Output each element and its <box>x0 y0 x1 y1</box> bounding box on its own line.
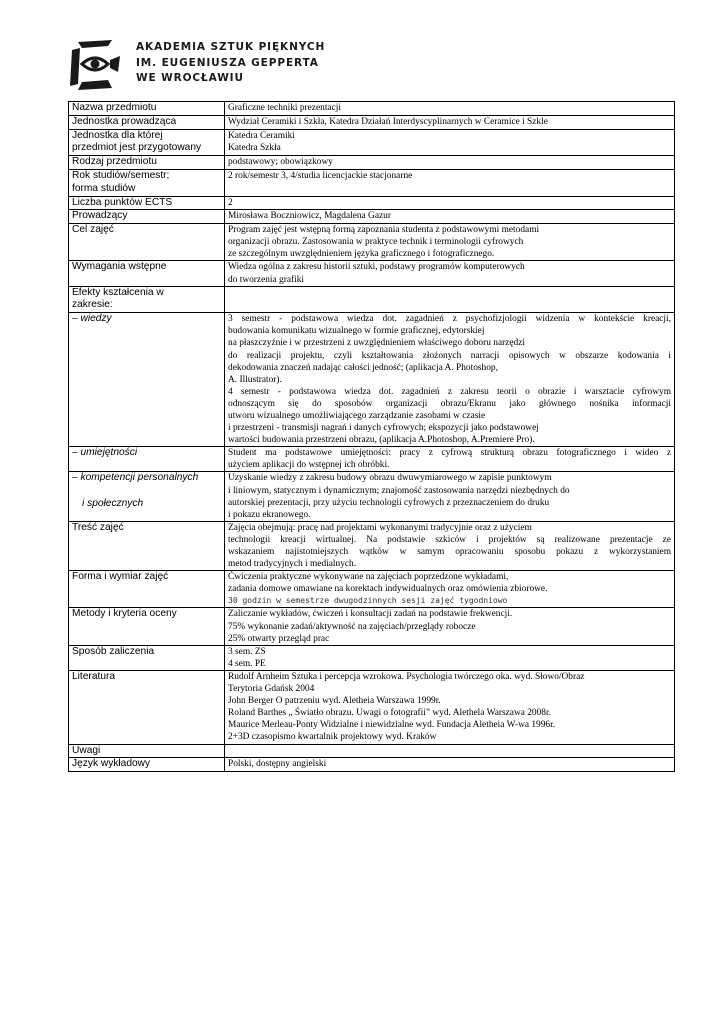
row-value-line: Ćwiczenia praktyczne wykonywane na zajęciach poprzedzone wykładami, <box>228 572 509 583</box>
row-value-line: 30 godzin w semestrze dwugodzinnych sesji zajęć tygodniowo <box>228 596 508 606</box>
row-value: Graficzne techniki prezentacji <box>225 102 675 116</box>
row-value-line: Roland Barthes „ Światło obrazu. Uwagi o fotografii” wyd. Alethela Warszawa 2008r. <box>228 708 551 719</box>
row-label: Nazwa przedmiotu <box>69 102 225 116</box>
row-label: Rodzaj przedmiotu <box>69 156 225 170</box>
row-kompetencje <box>69 472 675 521</box>
institution-name-line: IM. EUGENIUSZA GEPPERTA <box>136 56 319 69</box>
row-value-line: Katedra Szkła <box>228 142 281 153</box>
header <box>68 36 668 96</box>
institution-name-line: WE WROCŁAWIU <box>136 72 244 84</box>
row-value <box>225 115 675 129</box>
row-cel-zajec <box>69 224 675 261</box>
row-value-line: metod tradycyjnych i medialnych. <box>228 559 357 570</box>
row-value-line: 3 sem. ZS <box>228 646 266 657</box>
row-value <box>225 129 675 156</box>
row-efekty <box>69 286 675 313</box>
row-label: Cel zajęć <box>69 224 225 261</box>
row-value: Polski, dostępny angielski <box>225 758 675 772</box>
row-label: Uwagi <box>69 744 225 758</box>
row-nazwa-przedmiotu <box>69 102 675 116</box>
row-label-line: – kompetencji personalnych <box>72 472 199 484</box>
row-label: Wymagania wstępne <box>69 261 225 286</box>
row-label-line: i społecznych <box>82 498 144 510</box>
row-value <box>225 224 675 261</box>
row-value-line: A. Illustrator). <box>228 374 282 385</box>
row-metody <box>69 608 675 645</box>
row-value-line: budowania komunikatu wizualnego w formie graficznej, edytorskiej <box>228 326 485 337</box>
row-forma-zajec <box>69 571 675 608</box>
row-wymagania <box>69 261 675 286</box>
row-label: Prowadzący <box>69 210 225 224</box>
row-value-line: Wiedza ogólna z zakresu historii sztuki, podstawy programów komputerowych <box>228 262 525 273</box>
row-value-line: organizacji obrazu. Zastosowania w praktyce technik i terminologii cyfrowych <box>228 237 524 248</box>
row-value <box>225 571 675 608</box>
row-value-line: odnoszącym się do sposobów organizacji obrazu/Ekranu jako głównego nośnika informacji <box>228 398 671 409</box>
row-value-line: ze szczególnym uwzględnieniem języka graficznego i fotograficznego. <box>228 249 495 260</box>
row-jezyk-wykladowy <box>69 758 675 772</box>
row-value-line: technologii kreacji wirtualnej. Na podstawie szkiców i projektów są realizowane prezentacje ze <box>228 534 671 545</box>
row-label: – umiejętności <box>69 447 225 472</box>
row-label: Literatura <box>69 670 225 744</box>
row-value-line: 4 sem. PE <box>228 658 266 669</box>
row-value <box>225 521 675 570</box>
row-wiedzy <box>69 313 675 447</box>
institution-name-line: AKADEMIA SZTUK PIĘKNYCH <box>136 41 326 53</box>
row-tresc-zajec <box>69 521 675 570</box>
row-label <box>69 129 225 156</box>
row-value-line: i przestrzeni - transmisji nagrań i danych cyfrowych; ekspozycji jako podstawowej <box>228 423 539 434</box>
row-value-line: Zaliczanie wykładów, ćwiczeń i konsultacji zadań na podstawie frekwencji. <box>228 609 513 620</box>
row-umiejetnosci <box>69 447 675 472</box>
row-rodzaj-przedmiotu <box>69 156 675 170</box>
row-label: Metody i kryteria oceny <box>69 608 225 645</box>
row-label: Sposób zaliczenia <box>69 645 225 670</box>
row-label-spacer <box>72 485 221 498</box>
row-value-line: użyciem aplikacji do wstępnej ich obróbki. <box>228 460 390 471</box>
row-label <box>69 169 225 196</box>
row-label: – wiedzy <box>69 313 225 447</box>
row-value <box>225 645 675 670</box>
row-value-line: wartości budowania przestrzeni obrazu, (aplikacja A.Photoshop, A.Premiere Pro). <box>228 435 535 446</box>
row-value-line: 25% otwarty przegląd prac <box>228 633 330 644</box>
row-value-line: Terytoria Gdańsk 2004 <box>228 684 315 695</box>
row-value-line: utworu wizualnego umożliwiającego zarządzanie zasobami w czasie <box>228 410 486 421</box>
row-uwagi <box>69 744 675 758</box>
row-value <box>225 313 675 447</box>
row-value-line: Student ma podstawowe umiejętności: pracy z cyfrową strukturą obrazu fotograficznego i wideo z <box>228 448 671 459</box>
asp-logo-icon <box>68 36 122 92</box>
row-value-line: John Berger O patrzeniu wyd. Aletheia Warszawa 1999r. <box>228 696 441 707</box>
row-value-line: 3 semestr - podstawowa wiedza dot. zagadnień z psychofizjologii widzenia w kontekście kreacji, <box>228 314 671 325</box>
row-jednostka-dla <box>69 129 675 156</box>
row-value-line: Katedra Ceramiki <box>228 130 295 141</box>
row-value-text: Wydział Ceramiki i Szkła, Katedra Działań Interdyscyplinarnych w Ceramice i Szkle <box>228 116 548 127</box>
row-label: Liczba punktów ECTS <box>69 196 225 210</box>
row-label: Język wykładowy <box>69 758 225 772</box>
row-value-line: 4 semestr - podstawowa wiedza dot. zagadnień z zakresu teorii o obrazie i warsztacie cyfrowym <box>228 386 671 397</box>
row-label: Forma i wymiar zajęć <box>69 571 225 608</box>
row-value-line: 2+3D czasopismo kwartalnik projektowy wyd. Kraków <box>228 732 437 743</box>
row-value-line: i liniowym, statycznym i dynamicznym; znajomość zastosowania narzędzi niezbędnych do <box>228 485 570 496</box>
row-label <box>69 286 225 313</box>
row-label <box>69 472 225 521</box>
row-rok-studiow <box>69 169 675 196</box>
row-value <box>225 261 675 286</box>
row-value: Mirosława Boczniowicz, Magdalena Gazur <box>225 210 675 224</box>
row-value-line: do realizacji projektu, czyli kształtowania złożonych narracji opisowych w obszarze kodowania i <box>228 350 671 361</box>
row-value <box>225 286 675 313</box>
row-value <box>225 447 675 472</box>
row-value-line: autorskiej prezentacji, przy użyciu technologii cyfrowych z przeznaczeniem do druku <box>228 497 550 508</box>
row-value <box>225 744 675 758</box>
row-value <box>225 472 675 521</box>
row-label-line: forma studiów <box>72 182 136 194</box>
syllabus-table <box>68 101 675 772</box>
row-label: Treść zajęć <box>69 521 225 570</box>
institution-name <box>136 40 325 87</box>
row-value-line: wskazaniem najistotniejszych wątków w samym opracowaniu sposobu pokazu z wykorzystaniem <box>228 547 671 558</box>
row-label-line: przedmiot jest przygotowany <box>72 142 202 154</box>
row-literatura <box>69 670 675 744</box>
row-value-line: Rudolf Arnheim Sztuka i percepcja wzrokowa. Psychologia twórczego oka. wyd. Słowo/Obraz <box>228 671 585 682</box>
row-value-line: Zajęcia obejmują: pracę nad projektami wykonanymi tradycyjnie oraz z użyciem <box>228 522 532 533</box>
row-label-line: Efekty kształcenia w <box>72 286 164 298</box>
row-value: 2 <box>225 196 675 210</box>
row-value-line: do tworzenia grafiki <box>228 274 305 285</box>
row-sposob-zaliczenia <box>69 645 675 670</box>
row-jednostka-prowadzaca <box>69 115 675 129</box>
row-label-line: zakresie: <box>72 299 113 311</box>
row-value-line: Uzyskanie wiedzy z zakresu budowy obrazu dwuwymiarowego w zapisie punktowym <box>228 473 552 484</box>
row-value-line: zadania domowe omawiane na korektach indywidualnych oraz omówienia zbiorowe. <box>228 584 548 595</box>
row-value-line: dekodowania znaczeń nadając całości jedność; (aplikacja A. Photoshop, <box>228 362 498 373</box>
row-value <box>225 608 675 645</box>
row-value-line: 75% wykonanie zadań/aktywność na zajęciach/przeglądy robocze <box>228 621 476 632</box>
row-value-line: i pokazu ekranowego. <box>228 509 311 520</box>
row-value-line: Program zajęć jest wstępną formą zapoznania studenta z podstawowymi metodami <box>228 225 540 236</box>
row-label-line: Jednostka dla której <box>72 129 163 141</box>
row-ects <box>69 196 675 210</box>
row-prowadzacy <box>69 210 675 224</box>
row-value-line: Maurice Merleau-Ponty Widzialne i niewidzialne wyd. Fundacja Aletheia W-wa 1996r. <box>228 720 556 731</box>
row-value <box>225 670 675 744</box>
row-value: 2 rok/semestr 3, 4/studia licencjackie stacjonarne <box>225 169 675 196</box>
row-label: Jednostka prowadząca <box>69 115 225 129</box>
row-value-line: na płaszczyźnie i w przestrzeni z uwzględnieniem właściwego doboru narzędzi <box>228 338 526 349</box>
row-label-line: Rok studiów/semestr; <box>72 169 170 181</box>
row-value: podstawowy; obowiązkowy <box>225 156 675 170</box>
